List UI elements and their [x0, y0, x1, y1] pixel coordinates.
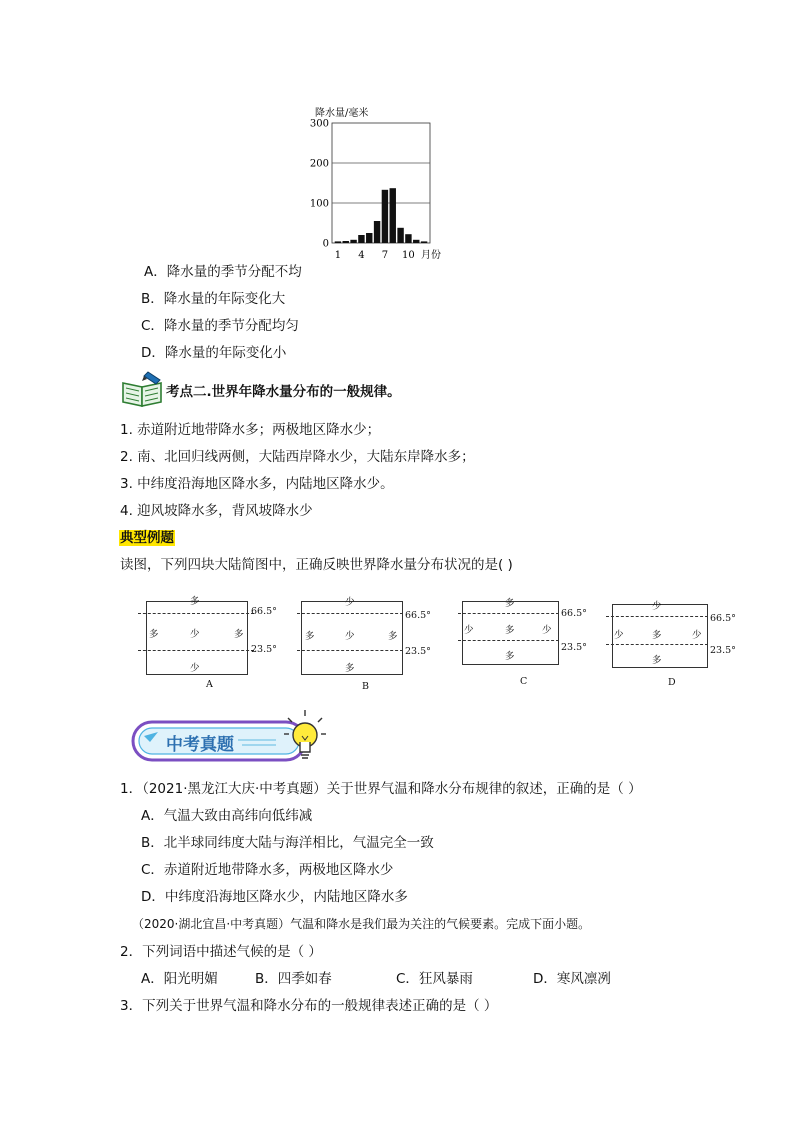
map-d-top: 少: [652, 601, 662, 612]
chart-xtick-label: 1: [334, 250, 342, 261]
chart-bar-month-1: [335, 241, 341, 243]
map-d-bottom: 多: [652, 655, 662, 666]
chart-bar-month-8: [390, 188, 396, 243]
chart-ytick-label: 200: [309, 158, 329, 170]
group-intro: （2020·湖北宜昌·中考真题）气温和降水是我们最为关注的气候要素。完成下面小题。: [132, 917, 591, 931]
chart-ytick-label: 300: [309, 118, 329, 130]
chart-bar-month-10: [405, 234, 411, 243]
lightbulb-icon: [282, 708, 328, 768]
map-c-label: C: [520, 676, 528, 687]
map-b-lat-high: 66.5°: [405, 610, 431, 621]
q1-stem: 1．（2021·黑龙江大庆·中考真题）关于世界气温和降水分布规律的叙述，正确的是（ ）: [120, 781, 642, 797]
chart-ytick-label: 0: [322, 238, 329, 250]
q1-option-c: C．赤道附近地带降水多，两极地区降水少: [141, 862, 394, 878]
intro-option-a: A．降水量的季节分配不均: [144, 264, 302, 280]
chart-xtick-label: 7: [381, 250, 389, 261]
map-b-line-low: [297, 650, 403, 651]
chart-bar-month-3: [350, 240, 356, 243]
map-a-bottom: 少: [190, 663, 200, 674]
map-a: [138, 593, 288, 696]
chart-yticks: [310, 119, 329, 250]
map-a-left: 多: [149, 629, 159, 640]
example-tag: [119, 529, 175, 547]
map-a-line-low: [138, 650, 254, 651]
intro-option-d: D．降水量的年际变化小: [141, 345, 287, 361]
chart-bar-month-4: [358, 235, 364, 243]
map-a-lat-high: 66.5°: [251, 606, 277, 617]
q2-stem: 2．下列词语中描述气候的是（ ）: [120, 944, 322, 960]
map-d: [606, 593, 756, 696]
q2-option-d: D．寒风凛冽: [533, 971, 611, 987]
q2-option-c: C．狂风暴雨: [396, 971, 473, 987]
q1-option-a: A．气温大致由高纬向低纬减: [141, 808, 313, 824]
map-b-center: 少: [345, 631, 355, 642]
map-c-lat-high: 66.5°: [561, 608, 587, 619]
map-d-center: 多: [652, 630, 662, 641]
rule-1: 1. 赤道附近地带降水多；两极地区降水少；: [120, 422, 381, 438]
chart-bar-month-6: [374, 221, 380, 243]
intro-option-b: B．降水量的年际变化大: [141, 291, 286, 307]
precipitation-chart: [300, 100, 460, 265]
map-c-line-low: [458, 640, 559, 641]
map-a-right: 多: [234, 629, 244, 640]
q1-option-d: D．中纬度沿海地区降水少，内陆地区降水多: [141, 889, 408, 905]
chart-bar-month-7: [382, 190, 388, 243]
map-c-right: 少: [542, 625, 552, 636]
rule-4: 4. 迎风坡降水多，背风坡降水少: [120, 503, 313, 519]
chart-xtick-label: 10: [402, 250, 415, 261]
chart-bar-month-2: [343, 241, 349, 243]
map-a-lat-low: 23.5°: [251, 644, 277, 655]
example-tag-label: 典型例题: [120, 530, 174, 546]
chart-ytick-label: 100: [309, 198, 329, 210]
map-b-bottom: 多: [345, 663, 355, 674]
rule-3: 3. 中纬度沿海地区降水多，内陆地区降水少。: [120, 476, 394, 492]
map-a-line-high: [138, 613, 254, 614]
map-c-left: 少: [464, 625, 474, 636]
map-d-lat-high: 66.5°: [710, 613, 736, 624]
map-c-lat-low: 23.5°: [561, 642, 587, 653]
chart-xlabel: 月份: [421, 250, 441, 261]
map-c-line-high: [458, 613, 559, 614]
map-d-label: D: [668, 677, 676, 688]
map-c: [458, 593, 608, 696]
q2-option-b: B．四季如春: [255, 971, 332, 987]
map-d-right: 少: [692, 630, 702, 641]
intro-option-c: C．降水量的季节分配均匀: [141, 318, 299, 334]
map-a-top: 多: [190, 596, 200, 607]
chart-bar-month-11: [413, 240, 419, 243]
exam-banner-title: 中考真题: [166, 735, 234, 755]
map-b-label: B: [362, 681, 369, 692]
map-d-left: 少: [614, 630, 624, 641]
rule-2: 2. 南、北回归线两侧，大陆西岸降水少，大陆东岸降水多；: [120, 449, 475, 465]
chart-bars: [335, 188, 428, 243]
chart-bar-month-12: [421, 241, 427, 243]
map-b-top: 少: [345, 597, 355, 608]
map-a-label: A: [206, 679, 213, 690]
q3-stem: 3．下列关于世界气温和降水分布的一般规律表述正确的是（ ）: [120, 998, 498, 1014]
map-a-center: 少: [190, 629, 200, 640]
map-b-right: 多: [388, 631, 398, 642]
map-d-line-low: [606, 644, 708, 645]
map-b: [297, 593, 447, 696]
chart-bar-month-9: [397, 228, 403, 243]
section2-title: 考点二.世界年降水量分布的一般规律。: [166, 384, 401, 400]
chart-ylabel: 降水量/毫米: [315, 108, 369, 119]
chart-xticks: [335, 250, 415, 261]
q1-option-b: B．北半球同纬度大陆与海洋相比，气温完全一致: [141, 835, 434, 851]
chart-frame: [332, 123, 430, 243]
chart-gridlines: [332, 123, 430, 243]
map-b-left: 多: [305, 631, 315, 642]
map-c-top: 多: [505, 598, 515, 609]
example-question: 读图，下列四块大陆简图中，正确反映世界降水量分布状况的是( ): [120, 557, 513, 573]
map-d-lat-low: 23.5°: [710, 645, 736, 656]
map-c-bottom: 多: [505, 651, 515, 662]
q2-option-a: A．阳光明媚: [141, 971, 218, 987]
map-b-lat-low: 23.5°: [405, 646, 431, 657]
chart-xtick-label: 4: [358, 250, 365, 261]
book-pen-icon: [120, 369, 166, 409]
map-d-line-high: [606, 616, 708, 617]
chart-bar-month-5: [366, 233, 372, 243]
map-b-line-high: [297, 613, 403, 614]
map-c-center: 多: [505, 625, 515, 636]
